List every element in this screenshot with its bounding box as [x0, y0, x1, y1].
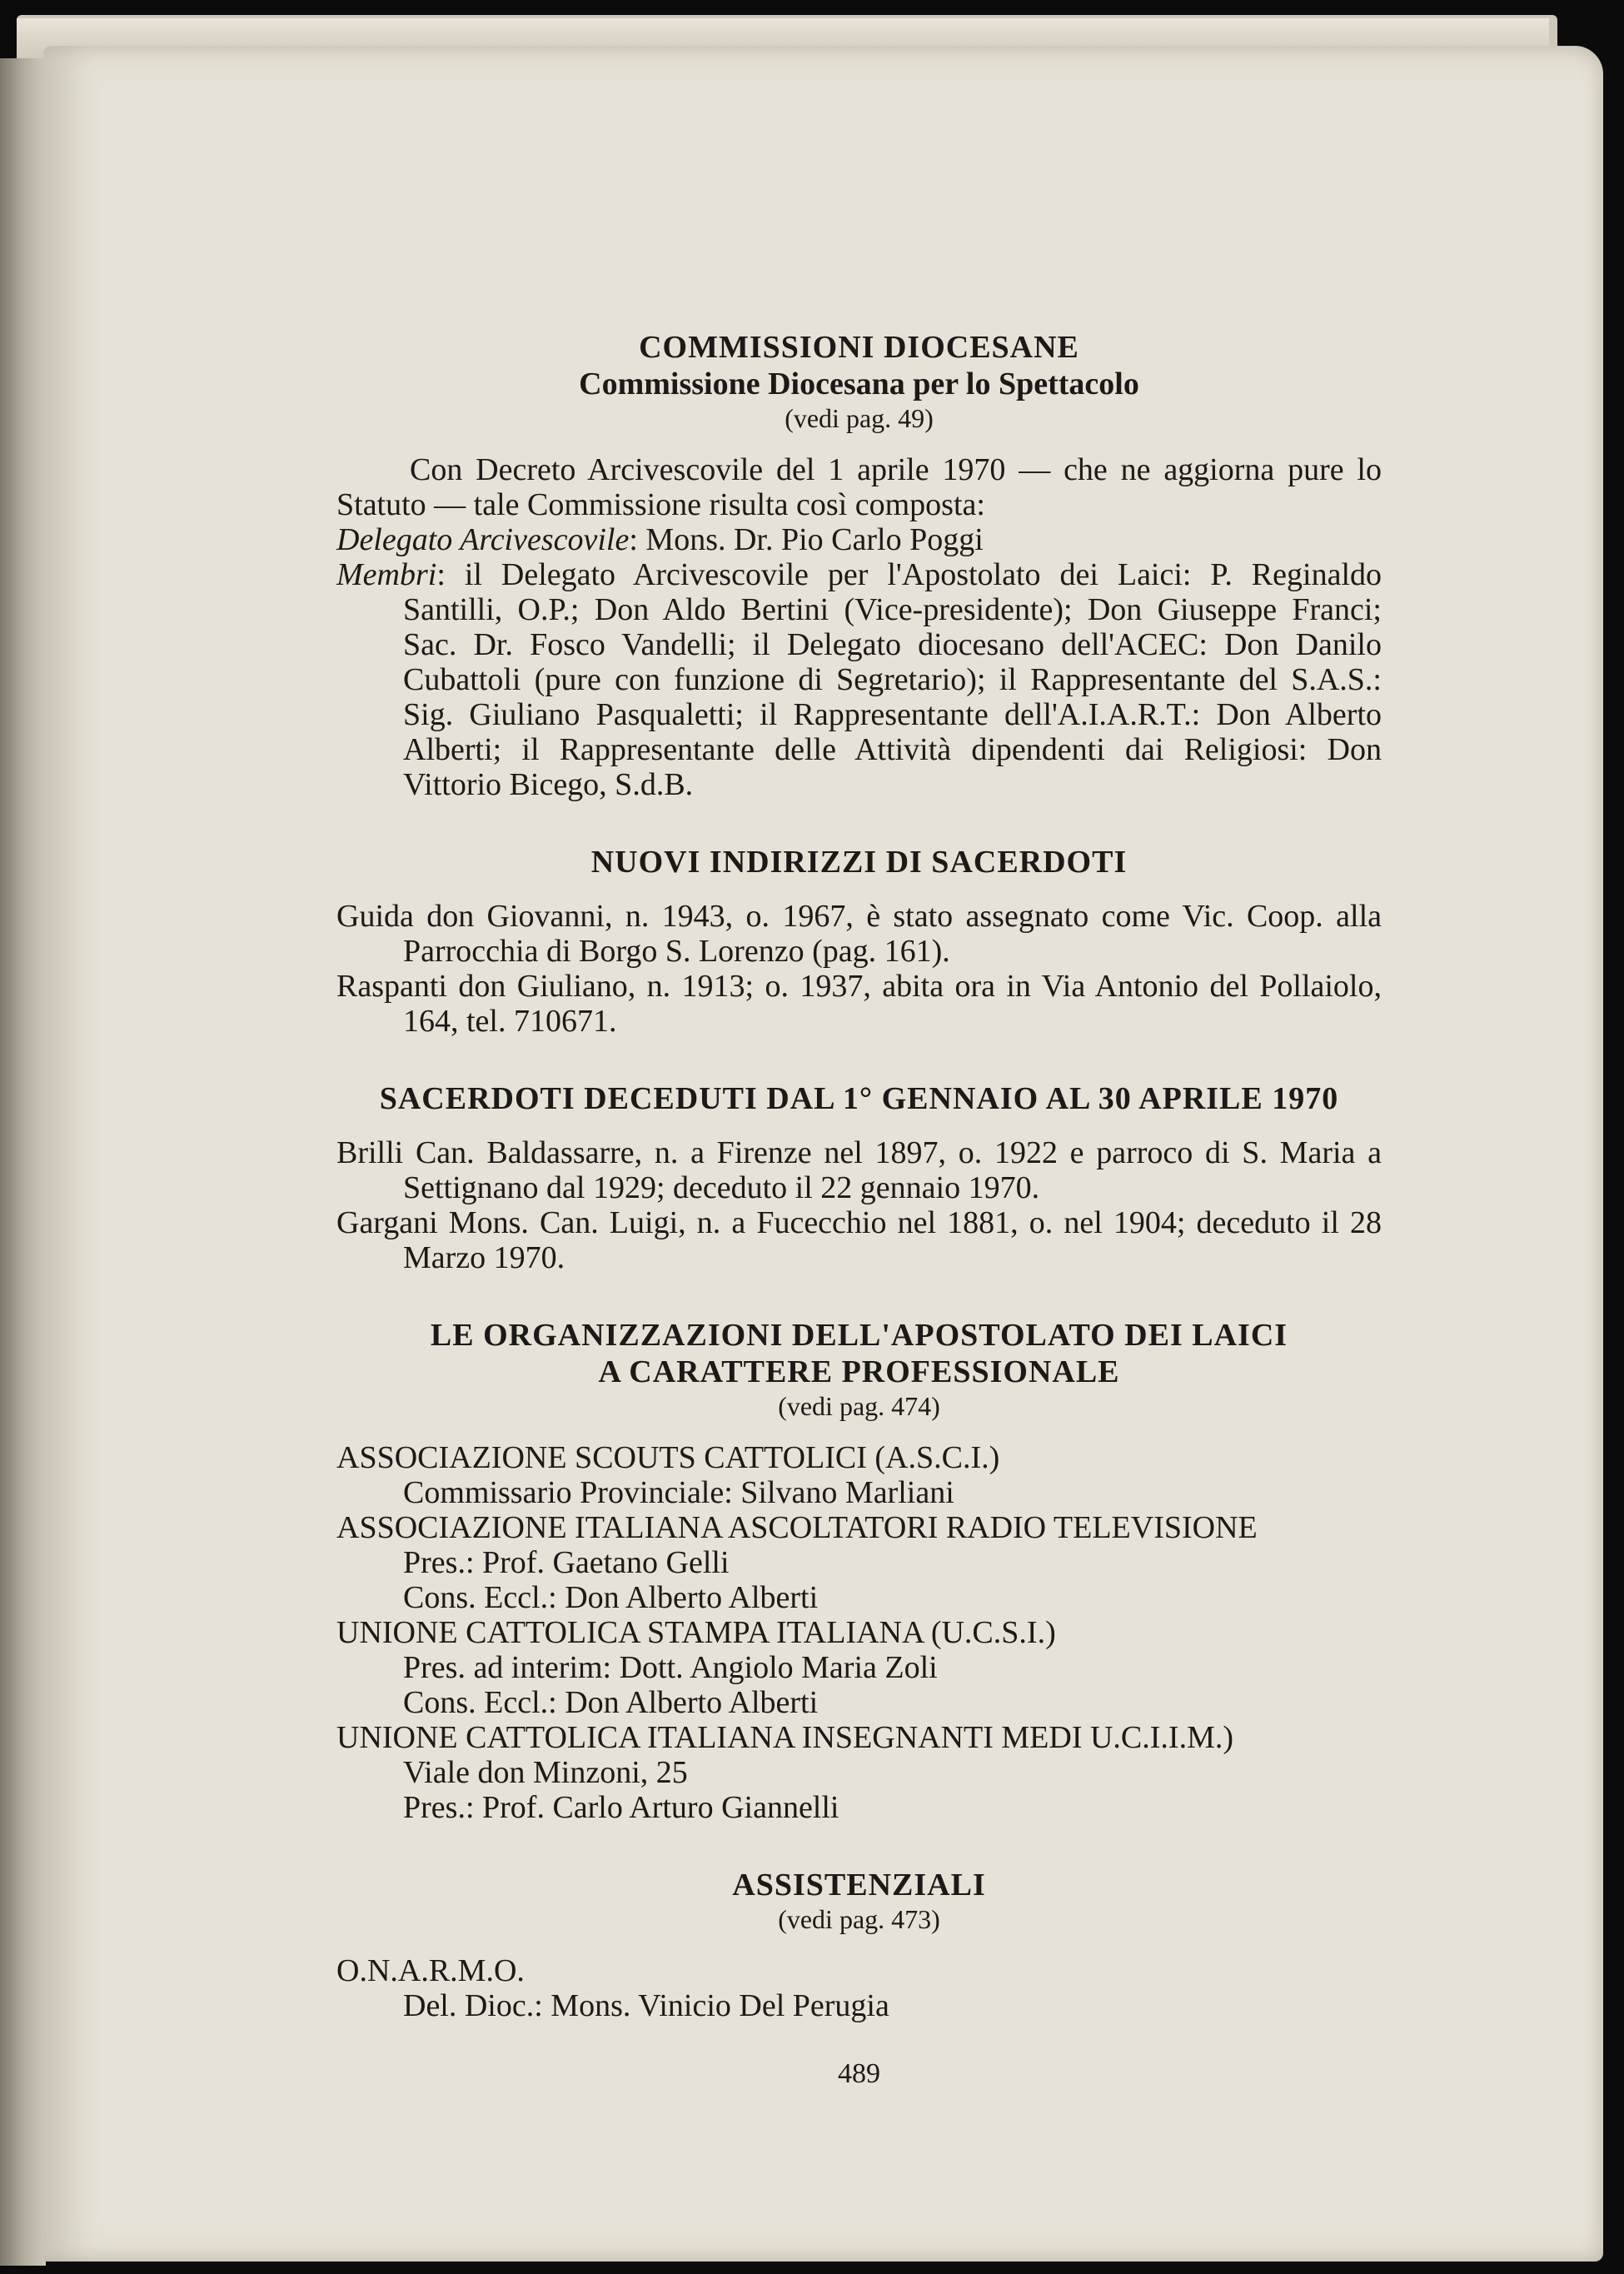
org-detail: Cons. Eccl.: Don Alberto Alberti [403, 1685, 819, 1720]
delegato-line [336, 522, 1382, 557]
org-detail: Viale don Minzoni, 25 [403, 1755, 688, 1790]
page-reference: (vedi pag. 49) [785, 403, 934, 433]
org-detail: Del. Dioc.: Mons. Vinicio Del Perugia [403, 1988, 889, 2023]
page-reference: (vedi pag. 474) [778, 1391, 940, 1421]
left-page-edge [0, 58, 46, 2266]
list-item: Gargani Mons. Can. Luigi, n. a Fucecchio nel 1881, o. nel 1904; deceduto il 28 Marzo 1970. [336, 1205, 1382, 1275]
page-reference: (vedi pag. 473) [778, 1904, 940, 1934]
delegato-value: : Mons. Dr. Pio Carlo Poggi [629, 522, 984, 557]
org-detail: Pres.: Prof. Gaetano Gelli [403, 1545, 730, 1580]
page-number: 489 [838, 2058, 880, 2089]
section-title-assistenziali: ASSISTENZIALI [732, 1868, 986, 1902]
membri-label: Membri [336, 557, 437, 592]
org-detail: Commissario Provinciale: Silvano Marliani [403, 1475, 954, 1510]
list-item: Raspanti don Giuliano, n. 1913; o. 1937, abita ora in Via Antonio del Pollaiolo, 164, tel. 710671. [336, 969, 1382, 1039]
section-title-organizzazioni-2: A CARATTERE PROFESSIONALE [598, 1354, 1120, 1389]
section-title-commissioni: COMMISSIONI DIOCESANE [639, 330, 1079, 365]
membri-paragraph [336, 557, 1382, 802]
section-subtitle-spettacolo: Commissione Diocesana per lo Spettacolo [579, 367, 1139, 401]
intro-paragraph: Con Decreto Arcivescovile del 1 aprile 1970 — che ne aggiorna pure lo Statuto — tale Commissione risulta così composta: [336, 452, 1382, 522]
org-name: O.N.A.R.M.O. [336, 1953, 525, 1988]
org-detail: Pres.: Prof. Carlo Arturo Giannelli [403, 1790, 839, 1825]
delegato-label: Delegato Arcivescovile [336, 522, 630, 557]
org-name: ASSOCIAZIONE SCOUTS CATTOLICI (A.S.C.I.) [336, 1440, 1000, 1475]
org-detail: Pres. ad interim: Dott. Angiolo Maria Zoli [403, 1650, 938, 1685]
page-content [336, 329, 1382, 2092]
book-page [43, 46, 1603, 2262]
list-item: Guida don Giovanni, n. 1943, o. 1967, è stato assegnato come Vic. Coop. alla Parrocchia di Borgo S. Lorenzo (pag. 161). [336, 899, 1382, 969]
org-name: UNIONE CATTOLICA STAMPA ITALIANA (U.C.S.I.) [336, 1615, 1056, 1650]
org-name: ASSOCIAZIONE ITALIANA ASCOLTATORI RADIO TELEVISIONE [336, 1510, 1258, 1545]
section-title-deceduti: SACERDOTI DECEDUTI DAL 1° GENNAIO AL 30 APRILE 1970 [379, 1081, 1339, 1116]
org-detail: Cons. Eccl.: Don Alberto Alberti [403, 1580, 819, 1615]
list-item: Brilli Can. Baldassarre, n. a Firenze nel 1897, o. 1922 e parroco di S. Maria a Settignano dal 1929; deceduto il 22 gennaio 1970. [336, 1135, 1382, 1205]
section-title-organizzazioni-1: LE ORGANIZZAZIONI DELL'APOSTOLATO DEI LAICI [430, 1318, 1288, 1353]
section-title-nuovi-indirizzi: NUOVI INDIRIZZI DI SACERDOTI [590, 845, 1128, 880]
org-name: UNIONE CATTOLICA ITALIANA INSEGNANTI MEDI U.C.I.I.M.) [336, 1720, 1234, 1755]
membri-value: : il Delegato Arcivescovile per l'Apostolato dei Laici: P. Reginaldo Santilli, O.P.; Don Aldo Bertini (Vice-presidente); Don Giuseppe Franci; Sac. Dr. Fosco Vandelli; il Delegato diocesano dell'ACEC: Don Danilo Cubattoli (pure con funzione di Segretario); il Rappresentante del S.A.S.: Sig. Giuliano Pasqualetti; il Rappresentante dell'A.I.A.R.T.: Don Alberto Alberti; il Rappresentante delle Attività dipendenti dai Religiosi: Don Vittorio Bicego, S.d.B. [403, 557, 1382, 802]
